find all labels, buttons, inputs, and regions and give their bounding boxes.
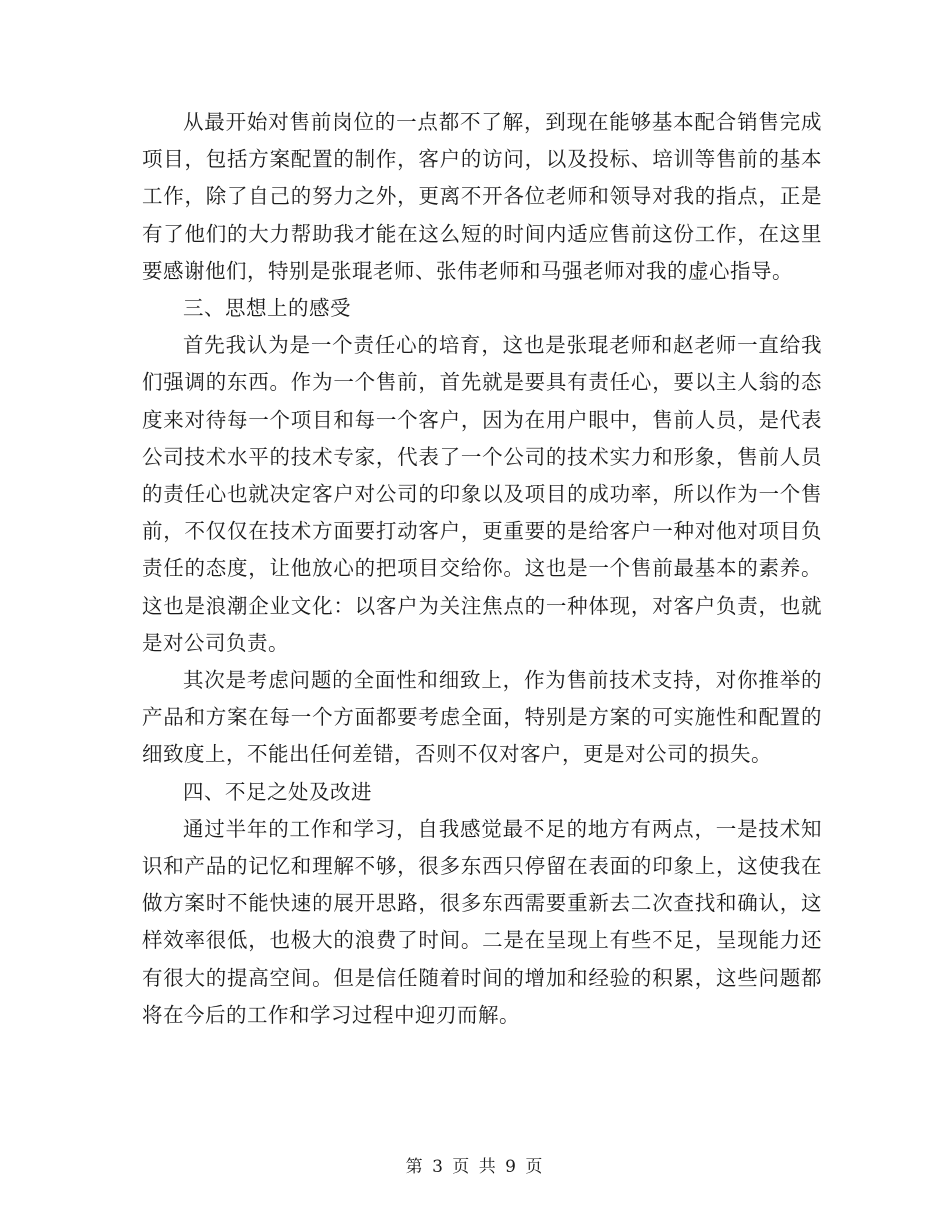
section-heading-3: 三、思想上的感受 [183, 296, 351, 321]
paragraph-thoroughness: 其次是考虑问题的全面性和细致上，作为售前技术支持，对你推举的产品和方案在每一个方面都要考虑全面，特别是方案的可实施性和配置的细致度上，不能出任何差错，否则不仅对客户，更是对公司的损失。 [142, 668, 822, 767]
section-heading-4: 四、不足之处及改进 [183, 779, 372, 804]
paragraph-responsibility: 首先我认为是一个责任心的培育，这也是张琨老师和赵老师一直给我们强调的东西。作为一个售前，首先就是要具有责任心，要以主人翁的态度来对待每一个项目和每一个客户，因为在用户眼中，售前人员，是代表公司技术水平的技术专家，代表了一个公司的技术实力和形象，售前人员的责任心也就决定客户对公司的印象以及项目的成功率，所以作为一个售前，不仅仅在技术方面要打动客户，更重要的是给客户一种对他对项目负责任的态度，让他放心的把项目交给你。这也是一个售前最基本的素养。这也是浪潮企业文化：以客户为关注焦点的一种体现，对客户负责，也就是对公司负责。 [142, 333, 822, 655]
page-number-footer: 第 3 页 共 9 页 [405, 1157, 545, 1177]
paragraph-shortcomings: 通过半年的工作和学习，自我感觉最不足的地方有两点，一是技术知识和产品的记忆和理解不够，很多东西只停留在表面的印象上，这使我在做方案时不能快速的展开思路，很多东西需要重新去二次查找和确认，这样效率很低，也极大的浪费了时间。二是在呈现上有些不足，呈现能力还有很大的提高空间。但是信任随着时间的增加和经验的积累，这些问题都将在今后的工作和学习过程中迎刃而解。 [142, 816, 822, 1027]
document-body [142, 104, 822, 1034]
paragraph-gratitude: 从最开始对售前岗位的一点都不了解，到现在能够基本配合销售完成项目，包括方案配置的制作，客户的访问，以及投标、培训等售前的基本工作，除了自己的努力之外，更离不开各位老师和领导对我的指点，正是有了他们的大力帮助我才能在这么短的时间内适应售前这份工作，在这里要感谢他们，特别是张琨老师、张伟老师和马强老师对我的虚心指导。 [142, 110, 822, 283]
